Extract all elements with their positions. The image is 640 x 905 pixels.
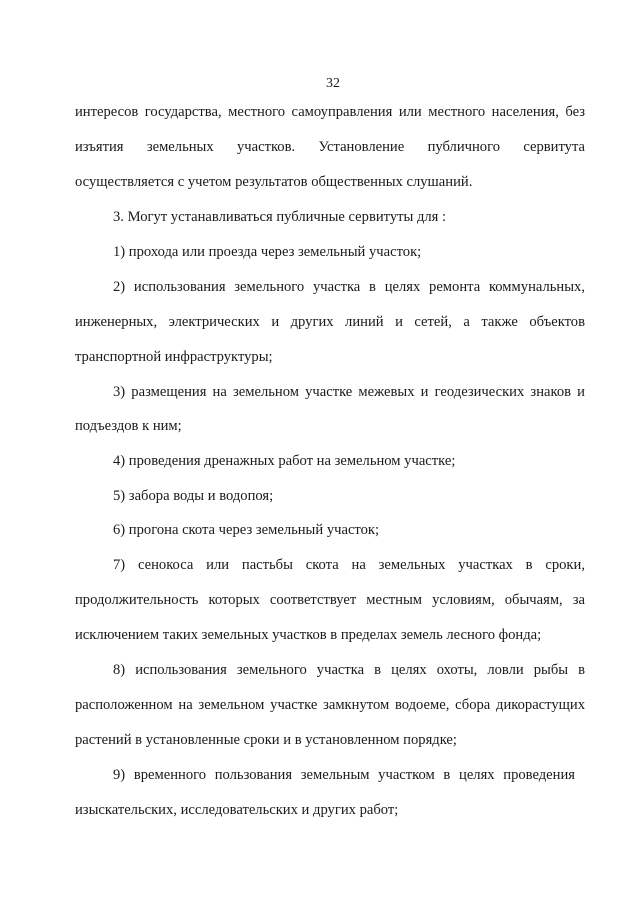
text-line: изыскательских, исследовательских и других работ; xyxy=(75,802,399,818)
paragraph-line: 3. Могут устанавливаться публичные сервитуты для : xyxy=(113,209,447,225)
list-item: 6) прогона скота через земельный участок; xyxy=(113,522,380,538)
list-item: 3) размещения на земельном участке межевых и геодезических знаков и xyxy=(113,384,585,400)
list-item: 4) проведения дренажных работ на земельном участке; xyxy=(113,453,456,469)
list-item: 5) забора воды и водопоя; xyxy=(113,488,274,504)
list-item: 9) временного пользования земельным участком в целях проведения xyxy=(113,767,575,783)
list-item: 1) прохода или проезда через земельный участок; xyxy=(113,244,422,260)
text-line: интересов государства, местного самоуправления или местного населения, без xyxy=(75,104,585,120)
list-item: 8) использования земельного участка в целях охоты, ловли рыбы в xyxy=(113,662,585,678)
text-line: исключением таких земельных участков в пределах земель лесного фонда; xyxy=(75,627,542,643)
text-line: инженерных, электрических и других линий и сетей, а также объектов xyxy=(75,314,585,330)
page-number: 32 xyxy=(326,76,340,91)
text-line: изъятия земельных участков. Установление публичного сервитута xyxy=(75,139,585,155)
text-line: осуществляется с учетом результатов общественных слушаний. xyxy=(75,174,473,190)
text-line: растений в установленные сроки и в установленном порядке; xyxy=(75,732,457,748)
text-line: расположенном на земельном участке замкнутом водоеме, сбора дикорастущих xyxy=(75,697,585,713)
list-item: 2) использования земельного участка в целях ремонта коммунальных, xyxy=(113,279,585,295)
text-line: продолжительность которых соответствует местным условиям, обычаям, за xyxy=(75,592,585,608)
list-item: 7) сенокоса или пастьбы скота на земельных участках в сроки, xyxy=(113,557,585,573)
text-line: транспортной инфраструктуры; xyxy=(75,349,273,365)
text-line: подъездов к ним; xyxy=(75,418,182,434)
